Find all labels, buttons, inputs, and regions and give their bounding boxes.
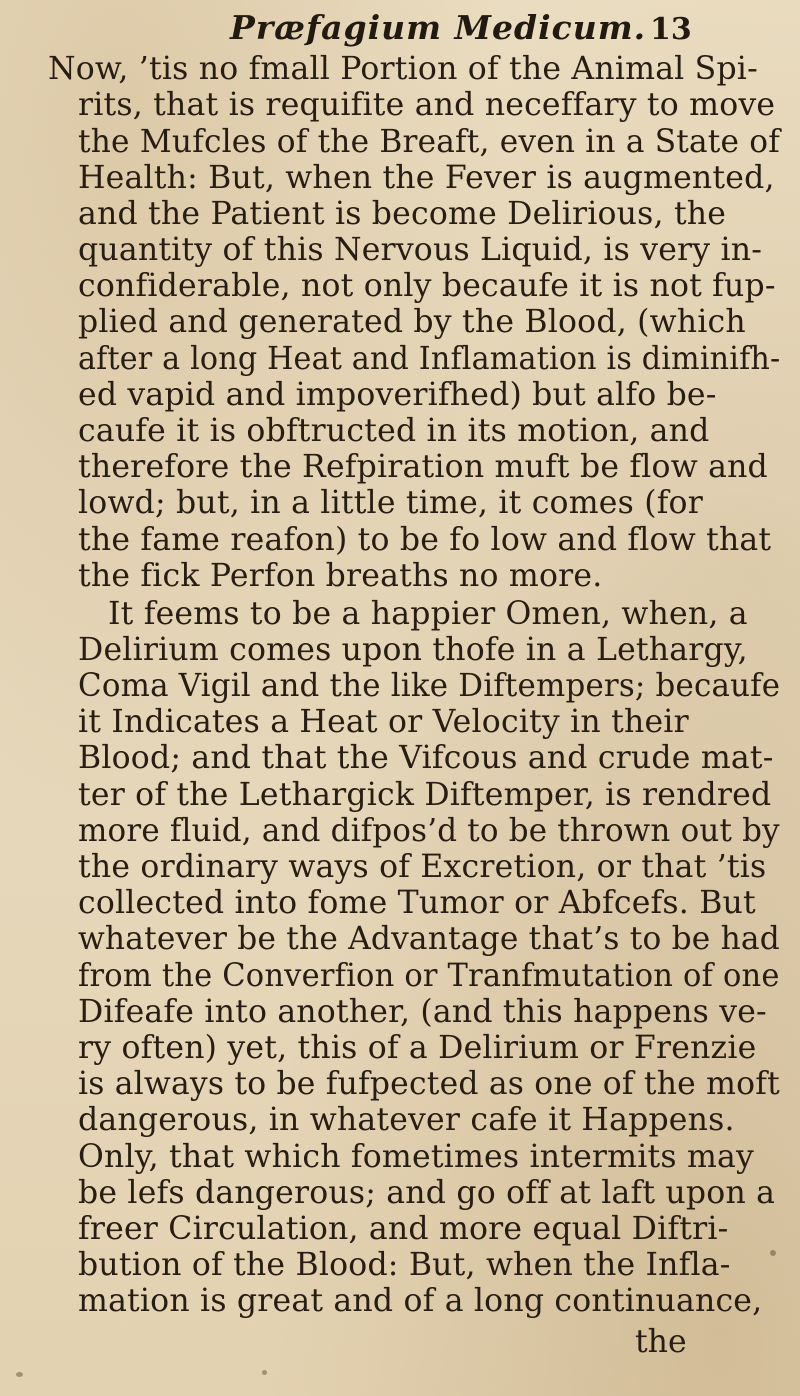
text-line: ed vapid and impoverifhed) but alfo be-	[78, 377, 717, 413]
text-line: it Indicates a Heat or Velocity in their	[78, 704, 689, 740]
text-line: ry often) yet, this of a Delirium or Frenzie	[78, 1030, 757, 1066]
text-line: It feems to be a happier Omen, when, a	[108, 596, 748, 632]
page-number: 13	[650, 12, 692, 47]
text-line: collected into fome Tumor or Abfcefs. But	[78, 885, 756, 921]
page-header	[0, 8, 800, 52]
running-head: Præfagium Medicum.	[230, 8, 647, 47]
text-line: the fick Perfon breaths no more.	[78, 558, 603, 594]
text-line: quantity of this Nervous Liquid, is very in-	[78, 232, 763, 268]
text-line: rits, that is requifite and neceffary to move	[78, 87, 776, 123]
text-line: Health: But, when the Fever is augmented,	[78, 160, 775, 196]
paper-speck	[770, 1250, 776, 1256]
text-line: Coma Vigil and the like Diftempers; becaufe	[78, 668, 781, 704]
text-line: Blood; and that the Vifcous and crude mat-	[78, 740, 774, 776]
text-line: Difeafe into another, (and this happens ve-	[78, 994, 767, 1030]
text-line: Delirium comes upon thofe in a Lethargy,	[78, 632, 748, 668]
text-line: more fluid, and difpos’d to be thrown out by	[78, 813, 780, 849]
text-line: lowd; but, in a little time, it comes (for	[78, 485, 703, 521]
text-line: Now, ’tis no fmall Portion of the Animal Spi-	[48, 51, 758, 87]
text-line: be lefs dangerous; and go off at laft upon a	[78, 1175, 776, 1211]
text-line: therefore the Refpiration muft be flow and	[78, 449, 768, 485]
text-line: bution of the Blood: But, when the Infla-	[78, 1247, 731, 1283]
paper-speck	[16, 1372, 23, 1377]
paper-speck	[262, 1370, 267, 1375]
text-line: dangerous, in whatever cafe it Happens.	[78, 1102, 735, 1138]
text-line: confiderable, not only becaufe it is not fup-	[78, 268, 776, 304]
text-line: ter of the Lethargick Diftemper, is rendred	[78, 777, 772, 813]
text-line: caufe it is obftructed in its motion, and	[78, 413, 710, 449]
text-line: is always to be fufpected as one of the moft	[78, 1066, 780, 1102]
text-line: the ordinary ways of Excretion, or that ’tis	[78, 849, 767, 885]
text-line: plied and generated by the Blood, (which	[78, 304, 746, 340]
text-line: Only, that which fometimes intermits may	[78, 1139, 754, 1175]
text-line: the Mufcles of the Breaft, even in a State of	[78, 124, 781, 160]
text-line: the fame reafon) to be fo low and flow that	[78, 522, 772, 558]
text-line: whatever be the Advantage that’s to be had	[78, 921, 780, 957]
text-line: mation is great and of a long continuance,	[78, 1283, 763, 1319]
text-line: from the Converfion or Tranfmutation of one	[78, 958, 780, 994]
catchword: the	[635, 1324, 687, 1360]
text-line: and the Patient is become Delirious, the	[78, 196, 727, 232]
text-line: freer Circulation, and more equal Diftri-	[78, 1211, 729, 1247]
text-line: after a long Heat and Inflamation is diminifh-	[78, 341, 781, 377]
